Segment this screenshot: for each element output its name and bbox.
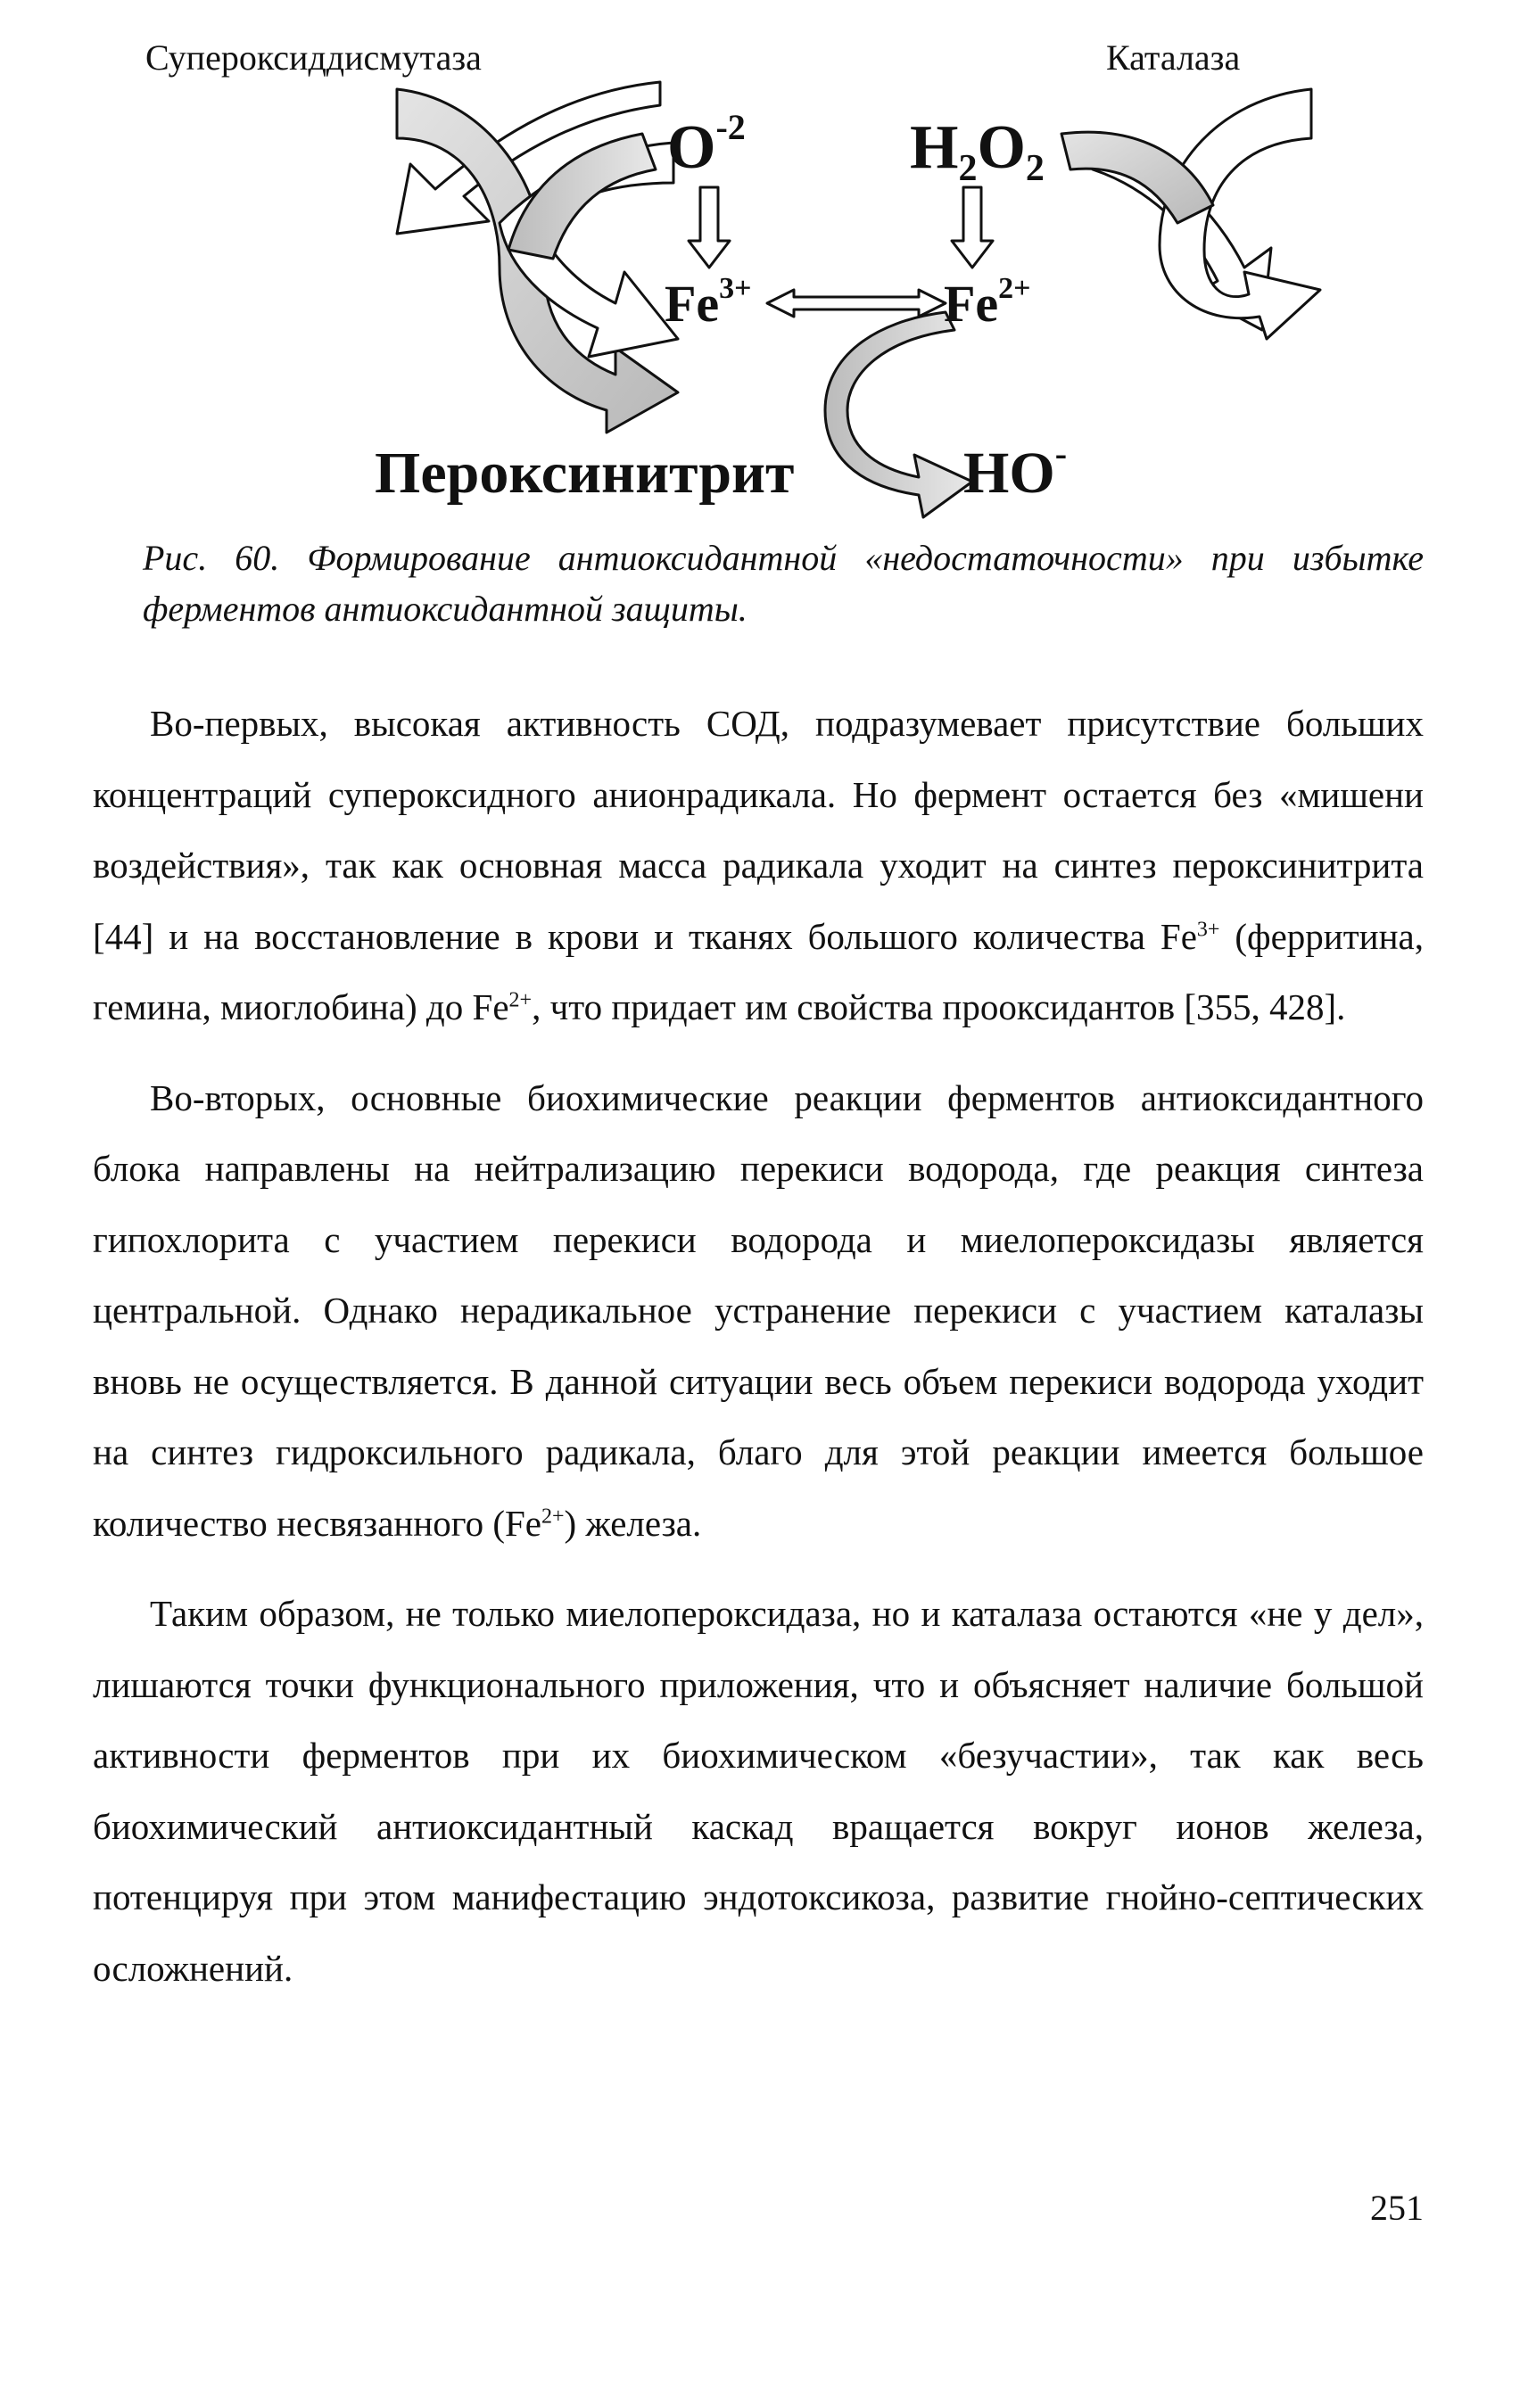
- fe3-charge: 3+: [719, 272, 752, 305]
- p1-part-c: , что придает им свойства прооксидантов [355, 428].: [532, 986, 1346, 1027]
- paragraph-2: [93, 1063, 1424, 1560]
- p1-part-b: (ферритина, гемина, миоглобина) до Fe: [93, 915, 1424, 1027]
- label-fe3: [665, 272, 752, 333]
- p1-sup-a: 3+: [1196, 917, 1220, 941]
- down-arrow-left: [689, 187, 730, 268]
- p1-sup-b: 2+: [508, 988, 533, 1012]
- paragraph-3: Таким образом, не только миелопероксидаза, но и каталаза остаются «не у дел», лишаются точки функционального приложения, что и объясняет наличие большой активности ферментов при их биохимическом «безучастии», так как весь биохимический антиоксидантный каскад вращается вокруг ионов железа, потенцируя при этом манифестацию эндотоксикоза, развитие гнойно-септических осложнений.: [93, 1593, 1424, 1989]
- p1-part-a: Во-первых, высокая активность СОД, подразумевает присутствие больших концентраций супероксидного анионрадикала. Но фермент остается без «мишени воздействия», так как основная масса радикала уходит на синтез пероксинитрита [44] и на восстановление в крови и тканях большого количества Fe: [93, 703, 1424, 957]
- label-sod: Супероксиддисмутаза: [145, 37, 482, 78]
- peroxide-o: O: [977, 113, 1026, 182]
- label-catalase: Каталаза: [1106, 37, 1241, 78]
- fe2-base: Fe: [944, 275, 999, 333]
- right-band: [1061, 132, 1213, 223]
- fe2-charge: 2+: [998, 272, 1031, 305]
- peroxide-h-sub: 2: [958, 148, 978, 189]
- hydroxyl-base: HO: [963, 441, 1055, 506]
- superoxide-charge: -2: [715, 107, 746, 147]
- label-peroxide: [910, 113, 1045, 189]
- p2-part-b: ) железа.: [564, 1502, 702, 1544]
- peroxide-h: H: [910, 113, 959, 182]
- label-superoxide: [667, 107, 746, 182]
- fe3-base: Fe: [665, 275, 720, 333]
- pathway-diagram: [0, 0, 1528, 535]
- main-text: [93, 689, 1424, 2024]
- page-number: 251: [1370, 2188, 1424, 2228]
- antioxidant-figure: [0, 0, 1528, 535]
- center-curl-arrow: [825, 312, 972, 517]
- figure-caption: Рис. 60. Формирование антиоксидантной «недостаточности» при избытке ферментов антиоксидантной защиты.: [143, 538, 1424, 629]
- label-hydroxyl: [963, 433, 1067, 506]
- superoxide-base: O: [667, 113, 716, 182]
- peroxide-o-sub: 2: [1025, 148, 1045, 189]
- p2-sup-a: 2+: [541, 1504, 565, 1528]
- hydroxyl-charge: -: [1054, 433, 1068, 474]
- double-arrow: [767, 290, 946, 317]
- down-arrow-right: [952, 187, 993, 268]
- label-fe2: [944, 272, 1031, 333]
- label-peroxynitrite: Пероксинитрит: [375, 441, 795, 506]
- paragraph-1: [93, 689, 1424, 1043]
- p2-part-a: Во-вторых, основные биохимические реакции ферментов антиоксидантного блока направлены на нейтрализацию перекиси водорода, где реакция синтеза гипохлорита с участием перекиси водорода и миелопероксидазы является центральной. Однако нерадикальное устранение перекиси с участием каталазы вновь не осуществляется. В данной ситуации весь объем перекиси водорода уходит на синтез гидроксильного радикала, благо для этой реакции имеется большое количество несвязанного (Fe: [93, 1076, 1424, 1544]
